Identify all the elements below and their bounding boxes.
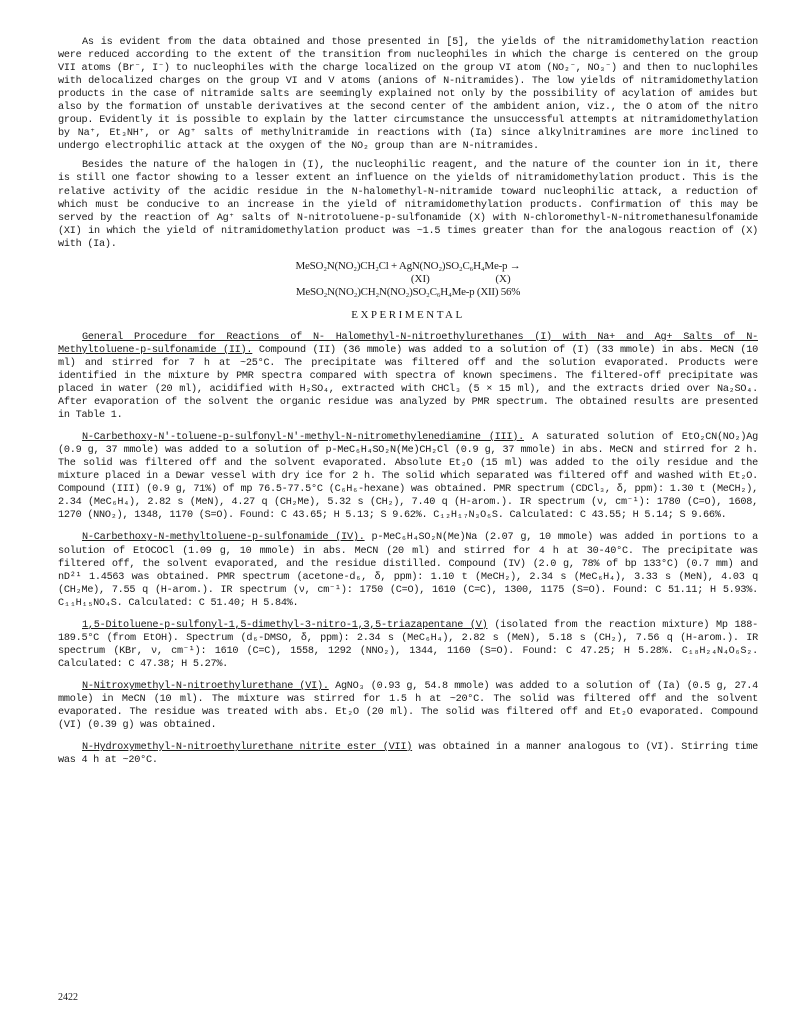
scheme-label-x: (X): [495, 272, 511, 285]
section-title-experimental: EXPERIMENTAL: [351, 308, 465, 321]
compound-heading-v: 1,5-Ditoluene-p-sulfonyl-1,5-dimethyl-3-nitro-1,3,5-triazapentane (V): [82, 619, 488, 631]
compound-text-vii: was obtained in a manner analogous to (VI). Stirring time was 4 h at ~20°C.: [58, 742, 758, 767]
experimental-paragraph-1: [58, 331, 758, 422]
experimental-paragraph-2: [58, 431, 758, 522]
page-number: 2422: [58, 992, 78, 1003]
scheme-labels: [58, 273, 758, 286]
compound-text-v: (isolated from the reaction mixture) Mp 188-189.5°C (from EtOH). Spectrum (d₆-DMSO, δ, ppm): 2.34 s (MeC₆H₄), 2.82 s (MeN), 5.18 s (CH₂), 7.56 q (H-arom.). IR spectrum (KBr, ν, cm⁻¹): 1610 (C=C), 1558, 1292 (NNO₂), 1344, 1160 (S=O). Found: C 47.25; H 5.28%. C₁₈H₂₄N₄O₆S₂. Calculated: C 47.38; H 5.27%.: [58, 619, 758, 670]
compound-text-vi: AgNO₃ (0.93 g, 54.8 mmole) was added to a solution of (Ia) (0.5 g, 27.4 mmole) in MeCN (10 ml). The mixture was stirred for 1.5 h at ~20°C. The solid was filtered off and the solvent evaporated. The residue was treated with abs. Et₂O (20 ml). The solid was filtered off and Et₂O evaporated. Compound (VI) (0.39 g) was obtained.: [58, 680, 758, 732]
experimental-paragraph-6: [58, 741, 758, 767]
compound-heading-iii: N-Carbethoxy-N'-toluene-p-sulfonyl-N'-methyl-N-nitromethylenediamine (III).: [82, 432, 524, 444]
compound-heading-vi: N-Nitroxymethyl-N-nitroethylurethane (VI).: [82, 680, 329, 692]
scheme-label-xi: (XI): [410, 272, 430, 285]
compound-heading-iv: N-Carbethoxy-N-methyltoluene-p-sulfonamide (IV).: [82, 532, 365, 544]
scheme-product: MeSO₂N(NO₂)CH₂N(NO₂)SO₂C₆H₄Me-p (XII) 56%: [295, 285, 521, 298]
body-paragraph-2: Besides the nature of the halogen in (I), the nucleophilic reagent, and the nature of the counter ion in it, there is still one factor showing to a lesser extent an influence on the yields of nitramidomethylation product. This is the relative activity of the acidic residue in the N-halomethyl-N-nitramide toward nucleophilic attack, a reduction of which must be conducive to an increase in the yield of nitramidomethylation products. Confirmation of this may be served by the reaction of Ag⁺ salts of N-nitrotoluene-p-sulfonamide (X) with N-chloromethyl-N-nitromethanesulfonamide (XI) in which the yield of nitramidomethylation product was ~1.5 times greater than for the analogous reaction of (X) with (Ia).: [58, 160, 758, 250]
procedure-heading-general: General Procedure for Reactions of N- Halomethyl-N-nitroethylurethanes (I) with Na+ and Ag+ Salts of N-Methyltoluene-p-sulfonamide (II).: [58, 331, 758, 356]
experimental-paragraph-5: [58, 680, 758, 732]
compound-text-iv: p-MeC₆H₄SO₂N(Me)Na (2.07 g, 10 mmole) was added in portions to a solution of EtOCOCl (1.09 g, 10 mmole) in abs. MeCN (20 ml) and stirred for 4 h at 30-40°C. The precipitate was filtered off, the solvent evaporated, and the residue distilled. Compound (IV) (2.0 g, 78% of bp 133°C) (0.7 mm) and nD²¹ 1.4563 was obtained. PMR spectrum (acetone-d₆, δ, ppm): 1.10 t (MeCH₂), 2.34 s (MeC₆H₄), 3.33 s (MeN), 4.03 q (CH₂Me), 7.55 q (H-arom.). IR spectrum (ν, cm⁻¹): 1750 (C=O), 1610 (C=C), 1300, 1175 (S=O). Found: C 51.11; H 5.93%. C₁₁H₁₅NO₄S. Calculated: C 51.40; H 5.84%.: [58, 532, 758, 609]
body-paragraph-1: As is evident from the data obtained and those presented in [5], the yields of the nitramidomethylation reaction were reduced according to the extent of the transition from nucleophiles in which the charge is centered on the group VII atoms (Br⁻, I⁻) to nucleophiles with the charge localized on the group VI atom (NO₂⁻, NO₃⁻) and then to nuclophiles with delocalized charges on the group VI and V atoms (anions of N-nitramides). The low yields of nitramidomethylation products in the case of nitramide salts are seemingly explained not only by the possibility of acylation of amides but also by the formation of unstable derivatives at the second center of the ambident anion, viz., the O atom of the nitro group. Evidently it is possible to explain by the latter circumstance the unsuccessful attempts at nitramidomethylation by Na⁺, Et₃NH⁺, or Ag⁺ salts of methylnitramide in reactions with (Ia) since alkylnitramines are more inclined to undergo electrophilic attack at the oxygen of the NO₂ group than are N-nitramides.: [58, 37, 758, 153]
procedure-text-general: Compound (II) (36 mmole) was added to a solution of (I) (33 mmole) in abs. MeCN (10 ml) and stirred for 7 h at ~25°C. The precipitate was filtered off and the solution evaporated. Products were identified in the mixture by PMR spectra compared with spectra of known specimens. The filtered-off precipitate was placed in water (20 ml), acidified with H₂SO₄, extracted with CHCl₃ (5 × 15 ml), and the extracts dried over Na₂SO₄. After evaporation of the solvent the organic residue was analyzed by PMR spectrum. The obtained results are presented in Table 1.: [58, 344, 758, 422]
experimental-paragraph-4: [58, 619, 758, 671]
compound-heading-vii: N-Hydroxymethyl-N-nitroethylurethane nitrite ester (VII): [82, 742, 413, 754]
experimental-paragraph-3: [58, 531, 758, 609]
paper-page: [58, 36, 758, 767]
reaction-scheme: [58, 260, 758, 299]
scheme-reactants: MeSO₂N(NO₂)CH₂Cl + AgN(NO₂)SO₂C₆H₄Me-p →: [295, 259, 521, 272]
compound-text-iii: A saturated solution of EtO₂CN(NO₂)Ag (0.9 g, 37 mmole) was added to a solution of p-MeC₆H₄SO₂N(Me)CH₂Cl (0.9 g, 37 mmole) in abs. MeCN and stirred for 2 h. The solid was filtered off and the solvent evaporated. Absolute Et₂O (15 ml) was added to the oily residue and the mixture placed in a Dewar vessel with dry ice for 2 h. The solid which separated was filtered off and washed with Et₂O. Compound (III) (0.9 g, 71%) of mp 76.5-77.5°C (C₆H₆-hexane) was obtained. PMR spectrum (CDCl₃, δ, ppm): 1.30 t (MeCH₂), 2.34 (MeC₆H₄), 2.82 s (MeN), 4.27 q (CH₂Me), 5.32 s (CH₂), 7.40 q (H-arom.). IR spectrum (ν, cm⁻¹): 1780 (C=O), 1608, 1270 (NNO₂), 1348, 1170 (S=O). Found: C 43.65; H 5.13; S 9.62%. C₁₂H₁₇N₃O₆S. Calculated: C 43.55; H 5.14; S 9.66%.: [58, 432, 758, 522]
